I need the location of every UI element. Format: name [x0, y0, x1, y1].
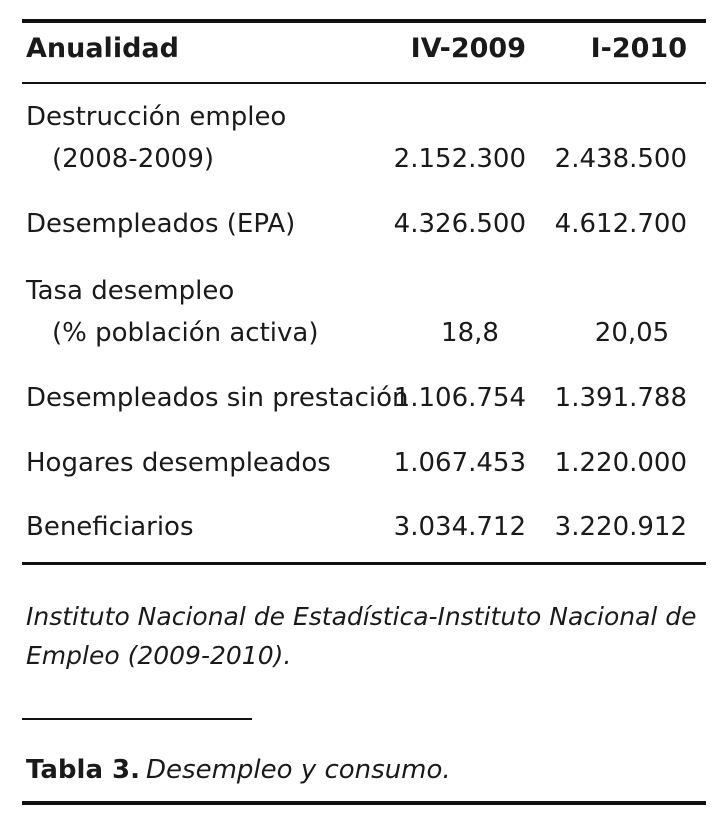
row-label-tasa-desempleo: Tasa desempleo	[26, 276, 235, 306]
table-source-note: Instituto Nacional de Estadística-Instituto Nacional de Empleo (2009-2010).	[26, 602, 697, 670]
caption-separator-rule	[22, 718, 252, 720]
caption-bottom-rule	[22, 801, 706, 805]
cell-beneficiarios-iv-2009: 3.034.712	[393, 512, 526, 542]
cell-tasa-i-2010: 20,05	[594, 318, 670, 348]
caption-title: Desempleo y consumo.	[146, 755, 451, 785]
row-sublabel-poblacion-activa: (% población activa)	[52, 318, 319, 348]
caption-number: Tabla 3.	[26, 755, 141, 785]
table-header-rule	[22, 82, 706, 84]
cell-tasa-iv-2009: 18,8	[441, 318, 499, 348]
cell-desempleados-epa-iv-2009: 4.326.500	[393, 209, 526, 239]
row-label-hogares-desempleados: Hogares desempleados	[26, 448, 331, 478]
table-top-rule	[22, 19, 706, 23]
table-caption	[26, 755, 451, 785]
cell-destruccion-iv-2009: 2.152.300	[393, 144, 526, 174]
table-bottom-rule	[22, 562, 706, 565]
row-label-sin-prestacion: Desempleados sin prestación	[26, 383, 409, 413]
column-header-i-2010: I-2010	[590, 33, 687, 64]
cell-hogares-i-2010: 1.220.000	[554, 448, 687, 478]
cell-sin-prestacion-iv-2009: 1.106.754	[393, 383, 526, 413]
row-label-beneficiarios: Beneficiarios	[26, 512, 194, 542]
column-header-iv-2009: IV-2009	[410, 33, 526, 64]
row-label-destruccion-empleo: Destrucción empleo	[26, 102, 287, 132]
cell-hogares-iv-2009: 1.067.453	[393, 448, 526, 478]
cell-beneficiarios-i-2010: 3.220.912	[554, 512, 687, 542]
cell-sin-prestacion-i-2010: 1.391.788	[554, 383, 687, 413]
column-header-anualidad: Anualidad	[26, 33, 179, 64]
row-sublabel-2008-2009: (2008-2009)	[52, 144, 215, 174]
cell-destruccion-i-2010: 2.438.500	[554, 144, 687, 174]
row-label-desempleados-epa: Desempleados (EPA)	[26, 209, 296, 239]
cell-desempleados-epa-i-2010: 4.612.700	[554, 209, 687, 239]
